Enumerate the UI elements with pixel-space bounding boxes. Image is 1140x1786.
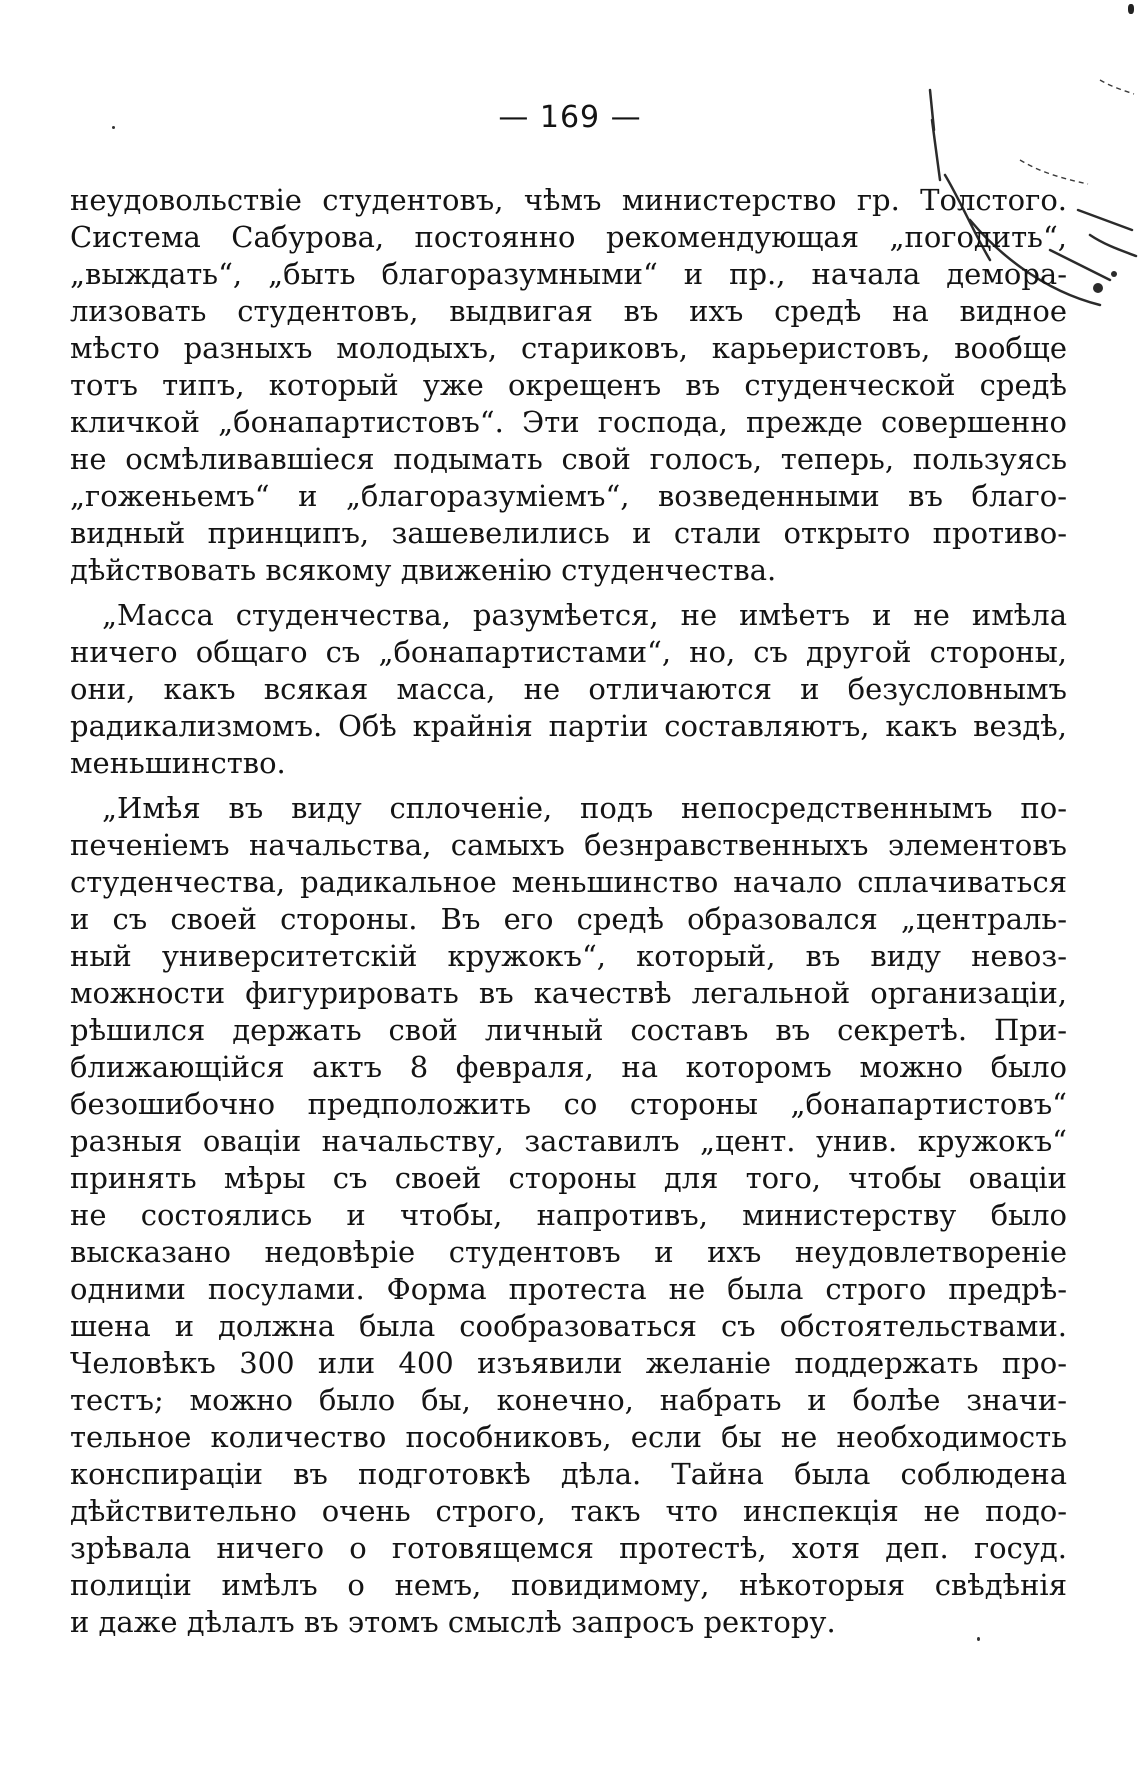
text-line: полиціи имѣлъ о немъ, повидимому, нѣкоторыя свѣдѣнія bbox=[70, 1568, 1067, 1602]
scan-speck bbox=[977, 1637, 980, 1641]
text-line: студенчества, радикальное меньшинство начало сплачиваться bbox=[70, 865, 1067, 899]
text-line: конспираціи въ подготовкѣ дѣла. Тайна была соблюдена bbox=[70, 1457, 1067, 1491]
text-line: тельное количество пособниковъ, если бы не необходимость bbox=[70, 1420, 1067, 1454]
text-line: зрѣвала ничего о готовящемся протестѣ, хотя деп. госуд. bbox=[70, 1531, 1067, 1565]
text-line: тестъ; можно было бы, конечно, набрать и болѣе значи- bbox=[70, 1383, 1067, 1417]
text-line: меньшинство. bbox=[70, 746, 286, 780]
text-line: не осмѣливавшіеся подымать свой голосъ, теперь, пользуясь bbox=[70, 442, 1067, 476]
text-line: они, какъ всякая масса, не отличаются и безусловнымъ bbox=[70, 672, 1067, 706]
text-line: неудовольствіе студентовъ, чѣмъ министерство гр. Толстого. bbox=[70, 183, 1067, 217]
text-line: безошибочно предположить со стороны „бонапартистовъ“ bbox=[70, 1087, 1067, 1121]
text-line: „гоженьемъ“ и „благоразуміемъ“, возведенными въ благо- bbox=[70, 479, 1067, 513]
text-line: рѣшился держать свой личный составъ въ секретѣ. При- bbox=[70, 1013, 1067, 1047]
text-line: высказано недовѣріе студентовъ и ихъ неудовлетвореніе bbox=[70, 1235, 1067, 1269]
text-line: и даже дѣлалъ въ этомъ смыслѣ запросъ ректору. bbox=[70, 1605, 836, 1639]
text-line: можности фигурировать въ качествѣ легальной организаціи, bbox=[70, 976, 1067, 1010]
text-line: не состоялись и чтобы, напротивъ, министерству было bbox=[70, 1198, 1067, 1232]
text-line: печеніемъ начальства, самыхъ безнравственныхъ элементовъ bbox=[70, 828, 1067, 862]
text-line: кличкой „бонапартистовъ“. Эти господа, прежде совершенно bbox=[70, 405, 1067, 439]
scan-speck bbox=[1128, 4, 1134, 14]
text-line: „Имѣя въ виду сплоченіе, подъ непосредственнымъ по- bbox=[102, 791, 1067, 825]
text-line: видный принципъ, зашевелились и стали открыто противо- bbox=[70, 516, 1067, 550]
text-line: Система Сабурова, постоянно рекомендующая „погодить“, bbox=[70, 220, 1067, 254]
paragraph bbox=[70, 790, 1067, 1641]
text-line: дѣйствительно очень строго, такъ что инспекція не подо- bbox=[70, 1494, 1067, 1528]
text-line: лизовать студентовъ, выдвигая въ ихъ средѣ на видное bbox=[70, 294, 1067, 328]
text-line: шена и должна была сообразоваться съ обстоятельствами. bbox=[70, 1309, 1067, 1343]
text-line: дѣйствовать всякому движенію студенчества. bbox=[70, 553, 777, 587]
text-line: ный университетскій кружокъ“, который, въ виду невоз- bbox=[70, 939, 1067, 973]
text-line: „Масса студенчества, разумѣется, не имѣетъ и не имѣла bbox=[102, 598, 1067, 632]
page-number: — 169 — bbox=[498, 100, 642, 135]
body-text bbox=[70, 182, 1067, 1649]
paragraph bbox=[70, 597, 1067, 782]
text-line: разныя оваціи начальству, заставилъ „цент. унив. кружокъ“ bbox=[70, 1124, 1067, 1158]
text-line: и съ своей стороны. Въ его средѣ образовался „централь- bbox=[70, 902, 1067, 936]
paragraph bbox=[70, 182, 1067, 589]
text-line: принять мѣры съ своей стороны для того, чтобы оваціи bbox=[70, 1161, 1067, 1195]
text-line: Человѣкъ 300 или 400 изъявили желаніе поддержать про- bbox=[70, 1346, 1067, 1380]
text-line: ближающійся актъ 8 февраля, на которомъ можно было bbox=[70, 1050, 1067, 1084]
scan-speck bbox=[112, 126, 115, 129]
text-line: тотъ типъ, который уже окрещенъ въ студенческой средѣ bbox=[70, 368, 1067, 402]
text-line: одними посулами. Форма протеста не была строго предрѣ- bbox=[70, 1272, 1067, 1306]
text-line: „выждать“, „быть благоразумными“ и пр., начала демора- bbox=[70, 257, 1067, 291]
text-line: радикализмомъ. Обѣ крайнія партіи составляютъ, какъ вездѣ, bbox=[70, 709, 1067, 743]
text-line: ничего общаго съ „бонапартистами“, но, съ другой стороны, bbox=[70, 635, 1067, 669]
text-line: мѣсто разныхъ молодыхъ, стариковъ, карьеристовъ, вообще bbox=[70, 331, 1067, 365]
